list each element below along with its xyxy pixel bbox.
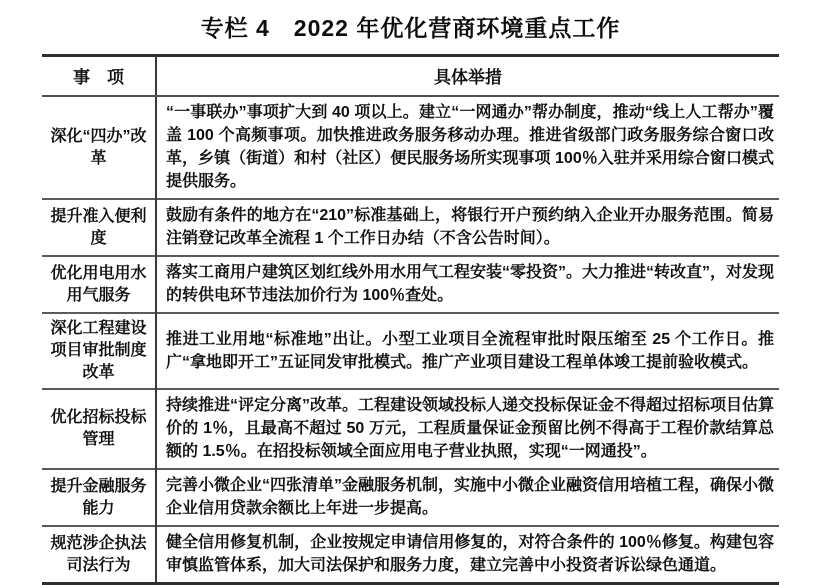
table-row xyxy=(42,389,779,469)
item-cell: 深化工程建设项目审批制度改革 xyxy=(42,313,156,389)
table-row xyxy=(42,469,779,526)
table-row xyxy=(42,199,779,256)
item-cell: 提升准入便利度 xyxy=(42,199,156,256)
item-cell: 深化“四办”改革 xyxy=(42,96,156,199)
page-title: 专栏 4 2022 年优化营商环境重点工作 xyxy=(200,15,621,41)
table-row xyxy=(42,313,779,389)
measure-cell: “一事联办”事项扩大到 40 项以上。建立“一网通办”帮办制度，推动“线上人工帮办”覆盖 100 个高频事项。加快推进政务服务移动办理。推进省级部门政务服务综合窗口改革，乡镇（街道）和村（社区）便民服务场所实现事项 100％入驻并采用综合窗口模式提供服务。 xyxy=(166,104,774,190)
table-row xyxy=(42,96,779,199)
item-cell: 优化招标投标管理 xyxy=(42,389,156,469)
item-cell: 提升金融服务能力 xyxy=(42,469,156,526)
table-header-row xyxy=(42,56,779,97)
measure-cell: 完善小微企业“四张清单”金融服务机制，实施中小微企业融资信用培植工程，确保小微企业信用贷款余额比上年进一步提高。 xyxy=(156,469,779,526)
measure-cell: 鼓励有条件的地方在“210”标准基础上，将银行开户预约纳入企业开办服务范围。简易注销登记改革全流程 1 个工作日办结（不含公告时间）。 xyxy=(156,199,779,256)
measure-cell: 推进工业用地“标准地”出让。小型工业项目全流程审批时限压缩至 25 个工作日。推广“拿地即开工”五证同发审批模式。推广产业项目建设工程单体竣工提前验收模式。 xyxy=(156,313,779,389)
measure-cell: 落实工商用户建筑区划红线外用水用气工程安装“零投资”。大力推进“转改直”，对发现的转供电环节违法加价行为 100％查处。 xyxy=(156,256,779,313)
column-header-measure: 具体举措 xyxy=(156,56,779,97)
policy-table xyxy=(42,54,779,585)
table-row xyxy=(42,526,779,584)
measure-cell: 持续推进“评定分离”改革。工程建设领域投标人递交投标保证金不得超过招标项目估算价的 1％，且最高不超过 50 万元，工程质量保证金预留比例不得高于工程价款结算总额的 1.5％。在招投标领域全面应用电子营业执照，实现“一网通投”。 xyxy=(156,389,779,469)
measure-cell: 健全信用修复机制，企业按规定申请信用修复的，对符合条件的 100％修复。构建包容审慎监管体系，加大司法保护和服务力度，建立完善中小投资者诉讼绿色通道。 xyxy=(156,526,779,584)
item-cell: 规范涉企执法司法行为 xyxy=(42,526,156,584)
item-cell: 优化用电用水用气服务 xyxy=(42,256,156,313)
column-header-item: 事 项 xyxy=(42,56,156,97)
table-row xyxy=(42,256,779,313)
